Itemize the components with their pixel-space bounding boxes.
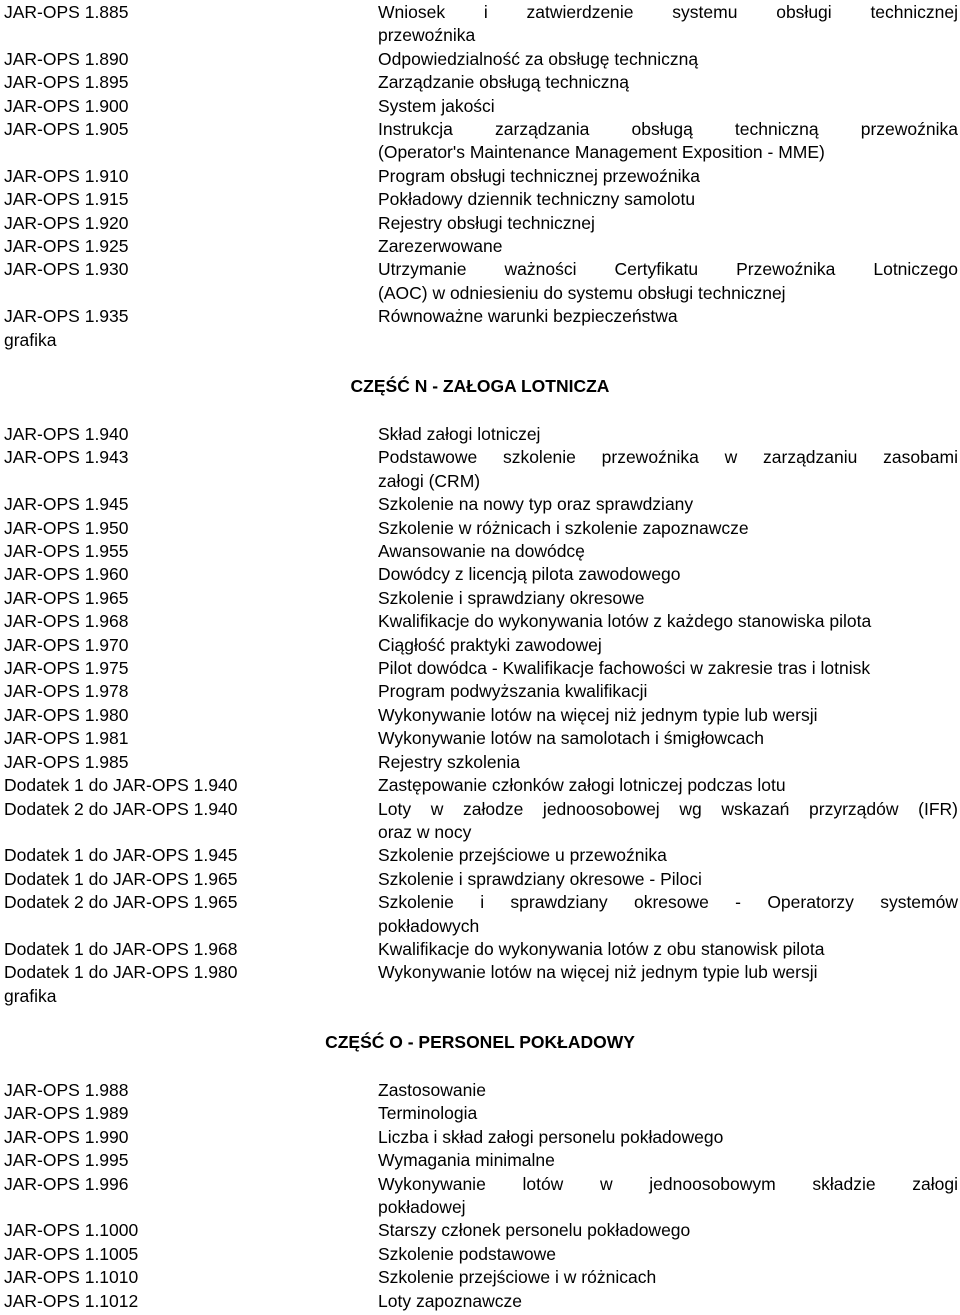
regulation-ref: JAR-OPS 1.885 xyxy=(4,2,129,22)
regulation-ref: JAR-OPS 1.905 xyxy=(4,119,129,140)
toc-row xyxy=(0,423,960,446)
regulation-ref: JAR-OPS 1.935 xyxy=(4,306,129,327)
toc-row xyxy=(0,188,960,211)
toc-row xyxy=(0,680,960,703)
toc-row xyxy=(0,1173,960,1220)
title-line: Wykonywanie lotów w jednoosobowym składzie załogi xyxy=(378,1173,958,1194)
title-line: Wniosek i zatwierdzenie systemu obsługi technicznej xyxy=(378,2,958,22)
regulation-title xyxy=(378,774,960,797)
title-line: Pilot dowódca - Kwalifikacje fachowości w zakresie tras i lotnisk xyxy=(378,658,871,679)
regulation-title xyxy=(378,446,960,493)
toc-row xyxy=(0,1149,960,1172)
title-line: Loty w załodze jednoosobowej wg wskazań przyrządów (IFR) xyxy=(378,798,958,819)
regulation-title xyxy=(378,1126,960,1149)
title-line: Szkolenie podstawowe xyxy=(378,1243,557,1264)
regulation-ref: JAR-OPS 1.915 xyxy=(4,189,129,210)
regulation-title xyxy=(378,751,960,774)
toc-row xyxy=(0,961,960,984)
toc-row xyxy=(0,493,960,516)
toc-row xyxy=(0,798,960,845)
toc-row xyxy=(0,751,960,774)
title-line: Rejestry szkolenia xyxy=(378,751,520,772)
title-line: Szkolenie przejściowe u przewoźnika xyxy=(378,845,667,866)
title-line: Rejestry obsługi technicznej xyxy=(378,212,595,233)
toc-row xyxy=(0,868,960,891)
regulation-ref: JAR-OPS 1.910 xyxy=(4,165,129,186)
title-line: Liczba i skład załogi personelu pokładowego xyxy=(378,1126,724,1147)
toc-row xyxy=(0,540,960,563)
regulation-title xyxy=(378,1219,960,1242)
toc-row xyxy=(0,212,960,235)
regulation-title xyxy=(378,1173,960,1220)
regulation-ref: Dodatek 1 do JAR-OPS 1.945 xyxy=(4,845,238,866)
regulation-title xyxy=(378,165,960,188)
title-line: Loty zapoznawcze xyxy=(378,1290,522,1311)
regulation-title xyxy=(378,727,960,750)
section-o-list xyxy=(0,1079,960,1313)
regulation-title xyxy=(378,657,960,680)
regulation-title xyxy=(378,563,960,586)
regulation-title xyxy=(378,305,960,328)
toc-row xyxy=(0,305,960,328)
regulation-ref: JAR-OPS 1.985 xyxy=(4,751,129,772)
regulation-ref: Dodatek 1 do JAR-OPS 1.968 xyxy=(4,938,238,959)
regulation-ref: JAR-OPS 1.890 xyxy=(4,48,129,69)
toc-row xyxy=(0,1,960,48)
title-line: Wykonywanie lotów na więcej niż jednym typie lub wersji xyxy=(378,962,818,983)
regulation-title xyxy=(378,48,960,71)
section-o-heading: CZĘŚĆ O - PERSONEL POKŁADOWY xyxy=(325,1032,635,1052)
regulation-ref: Dodatek 2 do JAR-OPS 1.940 xyxy=(4,798,238,819)
regulation-title xyxy=(378,844,960,867)
regulation-title xyxy=(378,1290,960,1313)
regulation-title xyxy=(378,634,960,657)
title-line: Szkolenie i sprawdziany okresowe - Operatorzy systemów xyxy=(378,892,958,913)
title-line: Starszy członek personelu pokładowego xyxy=(378,1220,691,1241)
toc-row xyxy=(0,95,960,118)
toc-row xyxy=(0,704,960,727)
title-line: Kwalifikacje do wykonywania lotów z obu stanowisk pilota xyxy=(378,938,825,959)
title-line: Podstawowe szkolenie przewoźnika w zarządzaniu zasobami xyxy=(378,447,958,468)
toc-row xyxy=(0,1290,960,1313)
toc-row xyxy=(0,165,960,188)
regulation-title xyxy=(378,610,960,633)
regulation-title xyxy=(378,71,960,94)
regulation-ref: JAR-OPS 1.978 xyxy=(4,681,129,702)
toc-row xyxy=(0,938,960,961)
regulation-ref: JAR-OPS 1.1010 xyxy=(4,1267,139,1288)
toc-row xyxy=(0,563,960,586)
regulation-title xyxy=(378,118,960,165)
title-line: oraz w nocy xyxy=(378,821,472,842)
title-line: Pokładowy dziennik techniczny samolotu xyxy=(378,189,696,210)
regulation-title xyxy=(378,1,960,48)
title-line: Dowódcy z licencją pilota zawodowego xyxy=(378,564,681,585)
title-line: Równoważne warunki bezpieczeństwa xyxy=(378,306,678,327)
title-line: Program podwyższania kwalifikacji xyxy=(378,681,648,702)
regulation-title xyxy=(378,493,960,516)
regulation-title xyxy=(378,517,960,540)
regulation-title xyxy=(378,680,960,703)
regulation-title xyxy=(378,258,960,305)
title-line: pokładowych xyxy=(378,915,480,936)
regulation-title xyxy=(378,798,960,845)
regulation-title xyxy=(378,704,960,727)
regulation-ref: JAR-OPS 1.1005 xyxy=(4,1243,139,1264)
regulation-ref: JAR-OPS 1.940 xyxy=(4,424,129,444)
regulation-title xyxy=(378,1102,960,1125)
regulation-ref: JAR-OPS 1.980 xyxy=(4,704,129,725)
toc-row xyxy=(0,1102,960,1125)
toc-row xyxy=(0,118,960,165)
title-line: Szkolenie i sprawdziany okresowe - Piloci xyxy=(378,868,702,889)
regulation-title xyxy=(378,235,960,258)
regulation-ref: Dodatek 1 do JAR-OPS 1.940 xyxy=(4,775,238,796)
regulation-ref: JAR-OPS 1.960 xyxy=(4,564,129,585)
title-line: Program obsługi technicznej przewoźnika xyxy=(378,165,700,186)
regulation-ref: JAR-OPS 1.930 xyxy=(4,259,129,280)
regulation-title xyxy=(378,1149,960,1172)
toc-row xyxy=(0,446,960,493)
section-n-list xyxy=(0,423,960,1008)
title-line: Szkolenie na nowy typ oraz sprawdziany xyxy=(378,494,694,515)
title-line: Wykonywanie lotów na więcej niż jednym typie lub wersji xyxy=(378,704,818,725)
regulation-title xyxy=(378,891,960,938)
regulation-ref: JAR-OPS 1.895 xyxy=(4,72,129,93)
regulation-ref: JAR-OPS 1.900 xyxy=(4,95,129,116)
title-line: Odpowiedzialność za obsługę techniczną xyxy=(378,48,699,69)
title-line: pokładowej xyxy=(378,1197,466,1218)
regulation-ref: JAR-OPS 1.981 xyxy=(4,728,129,749)
regulation-ref: JAR-OPS 1.1000 xyxy=(4,1220,139,1241)
title-line: Ciągłość praktyki zawodowej xyxy=(378,634,602,655)
title-line: Zastosowanie xyxy=(378,1080,486,1100)
title-line: Szkolenie w różnicach i szkolenie zapoznawcze xyxy=(378,517,749,538)
toc-row xyxy=(0,1266,960,1289)
regulation-title xyxy=(378,1266,960,1289)
regulation-ref: JAR-OPS 1.965 xyxy=(4,587,129,608)
toc-row xyxy=(0,634,960,657)
title-line: Skład załogi lotniczej xyxy=(378,424,541,444)
regulation-ref: JAR-OPS 1.988 xyxy=(4,1080,129,1100)
regulation-ref: JAR-OPS 1.990 xyxy=(4,1126,129,1147)
regulation-title xyxy=(378,938,960,961)
regulation-title xyxy=(378,188,960,211)
title-line: Zarezerwowane xyxy=(378,236,503,257)
graphic-label: grafika xyxy=(4,329,57,350)
regulation-title xyxy=(378,1079,960,1102)
title-line: (Operator's Maintenance Management Exposition - MME) xyxy=(378,142,825,163)
title-line: (AOC) w odniesieniu do systemu obsługi technicznej xyxy=(378,282,786,303)
toc-row xyxy=(0,844,960,867)
regulation-title xyxy=(378,868,960,891)
toc-row xyxy=(0,657,960,680)
regulation-title xyxy=(378,423,960,446)
regulation-ref: JAR-OPS 1.968 xyxy=(4,611,129,632)
regulation-title xyxy=(378,961,960,984)
title-line: przewoźnika xyxy=(378,25,476,46)
toc-row xyxy=(0,891,960,938)
regulation-ref: JAR-OPS 1.996 xyxy=(4,1173,129,1194)
graphic-label: grafika xyxy=(4,985,57,1006)
title-line: Zarządzanie obsługą techniczną xyxy=(378,72,629,93)
toc-row xyxy=(0,1126,960,1149)
toc-row xyxy=(0,1079,960,1102)
section-m-list xyxy=(0,1,960,352)
toc-row xyxy=(0,517,960,540)
regulation-title xyxy=(378,540,960,563)
title-line: Awansowanie na dowódcę xyxy=(378,541,585,562)
title-line: Szkolenie przejściowe i w różnicach xyxy=(378,1267,657,1288)
regulation-ref: JAR-OPS 1.945 xyxy=(4,494,129,515)
regulation-ref: JAR-OPS 1.925 xyxy=(4,236,129,257)
regulation-ref: JAR-OPS 1.950 xyxy=(4,517,129,538)
regulation-title xyxy=(378,587,960,610)
regulation-ref: JAR-OPS 1.955 xyxy=(4,541,129,562)
regulation-ref: Dodatek 1 do JAR-OPS 1.965 xyxy=(4,868,238,889)
regulation-ref: Dodatek 2 do JAR-OPS 1.965 xyxy=(4,892,238,913)
title-line: Wymagania minimalne xyxy=(378,1150,555,1171)
regulation-ref: JAR-OPS 1.1012 xyxy=(4,1290,139,1311)
title-line: Szkolenie i sprawdziany okresowe xyxy=(378,587,645,608)
toc-row xyxy=(0,235,960,258)
toc-row xyxy=(0,258,960,305)
title-line: Zastępowanie członków załogi lotniczej podczas lotu xyxy=(378,775,786,796)
toc-row xyxy=(0,587,960,610)
regulation-title xyxy=(378,95,960,118)
title-line: Instrukcja zarządzania obsługą techniczną przewoźnika xyxy=(378,119,958,140)
toc-row xyxy=(0,610,960,633)
regulation-ref: JAR-OPS 1.920 xyxy=(4,212,129,233)
title-line: System jakości xyxy=(378,95,495,116)
toc-row xyxy=(0,48,960,71)
regulation-ref: JAR-OPS 1.970 xyxy=(4,634,129,655)
regulation-ref: Dodatek 1 do JAR-OPS 1.980 xyxy=(4,962,238,983)
regulation-ref: JAR-OPS 1.975 xyxy=(4,658,129,679)
toc-row xyxy=(0,1219,960,1242)
title-line: Kwalifikacje do wykonywania lotów z każdego stanowiska pilota xyxy=(378,611,872,632)
toc-row xyxy=(0,727,960,750)
toc-row xyxy=(0,774,960,797)
title-line: Utrzymanie ważności Certyfikatu Przewoźnika Lotniczego xyxy=(378,259,958,280)
title-line: załogi (CRM) xyxy=(378,470,481,491)
toc-row xyxy=(0,1243,960,1266)
regulation-ref: JAR-OPS 1.989 xyxy=(4,1103,129,1124)
toc-row xyxy=(0,71,960,94)
regulation-ref: JAR-OPS 1.943 xyxy=(4,447,129,468)
section-n-heading: CZĘŚĆ N - ZAŁOGA LOTNICZA xyxy=(350,376,610,396)
title-line: Wykonywanie lotów na samolotach i śmigłowcach xyxy=(378,728,764,749)
regulation-ref: JAR-OPS 1.995 xyxy=(4,1150,129,1171)
regulation-title xyxy=(378,212,960,235)
title-line: Terminologia xyxy=(378,1103,478,1124)
regulation-title xyxy=(378,1243,960,1266)
